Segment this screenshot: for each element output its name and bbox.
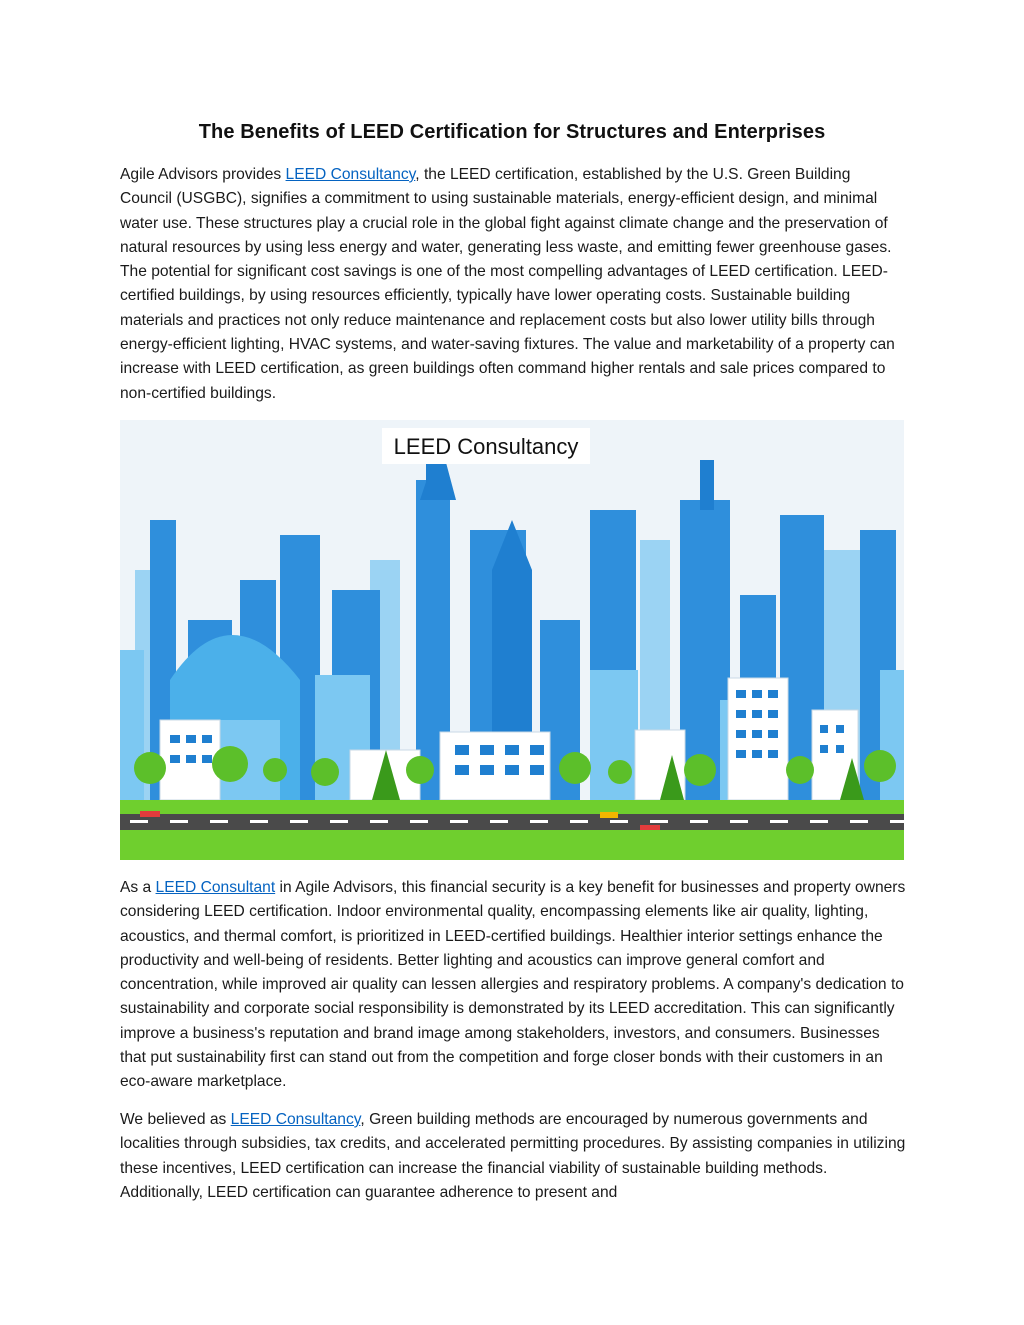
paragraph-3 bbox=[120, 1108, 906, 1205]
leed-consultant-link[interactable]: LEED Consultant bbox=[155, 879, 276, 896]
image-caption: LEED Consultancy bbox=[393, 434, 579, 459]
leed-consultancy-link-2[interactable]: LEED Consultancy bbox=[230, 1111, 361, 1128]
paragraph-2 bbox=[120, 876, 906, 1095]
leed-consultancy-link[interactable]: LEED Consultancy bbox=[285, 166, 416, 183]
paragraph-2-intro: As a bbox=[120, 879, 156, 896]
city-skyline-image bbox=[120, 420, 904, 860]
paragraph-1-body: , the LEED certification, established by the U.S. Green Building Council (USGBC), signifies a commitment to using sustainable materials, energy-efficient design, and minimal water use. These structures play a crucial role in the global fight against climate change and the preservation of natural resources by using less energy and water, generating less waste, and emitting fewer greenhouse gases. The potential for significant cost savings is one of the most compelling advantages of LEED certification. LEED-certified buildings, by using resources efficiently, typically have lower operating costs. Sustainable building materials and practices not only reduce maintenance and replacement costs but also lower utility bills through energy-efficient lighting, HVAC systems, and water-saving fixtures. The value and marketability of a property can increase with LEED certification, as green buildings often command higher rentals and sale prices compared to non-certified buildings. bbox=[120, 166, 895, 402]
paragraph-1-intro: Agile Advisors provides bbox=[120, 166, 286, 183]
paragraph-1 bbox=[120, 163, 906, 406]
paragraph-3-intro: We believed as bbox=[120, 1111, 231, 1128]
page-title: The Benefits of LEED Certification for Structures and Enterprises bbox=[198, 121, 826, 143]
paragraph-2-body: in Agile Advisors, this financial security is a key benefit for businesses and property owners considering LEED certification. Indoor environmental quality, encompassing elements like air quality, lighting, acoustics, and thermal comfort, is prioritized in LEED-certified buildings. Healthier interior settings enhance the productivity and well-being of residents. Better lighting and acoustics can improve general comfort and concentration, while improved air quality can lessen allergies and respiratory problems. A company's dedication to sustainability and corporate social responsibility is demonstrated by its LEED accreditation. This can significantly improve a business's reputation and brand image among stakeholders, investors, and consumers. Businesses that put sustainability first can stand out from the competition and forge closer bonds with their customers in an eco-aware marketplace. bbox=[120, 879, 906, 1091]
paragraph-3-body: , Green building methods are encouraged by numerous governments and localities through subsidies, tax credits, and accelerated permitting procedures. By assisting companies in utilizing these incentives, LEED certification can increase the financial viability of sustainable building methods. Additionally, LEED certification can guarantee adherence to present and bbox=[120, 1111, 906, 1201]
